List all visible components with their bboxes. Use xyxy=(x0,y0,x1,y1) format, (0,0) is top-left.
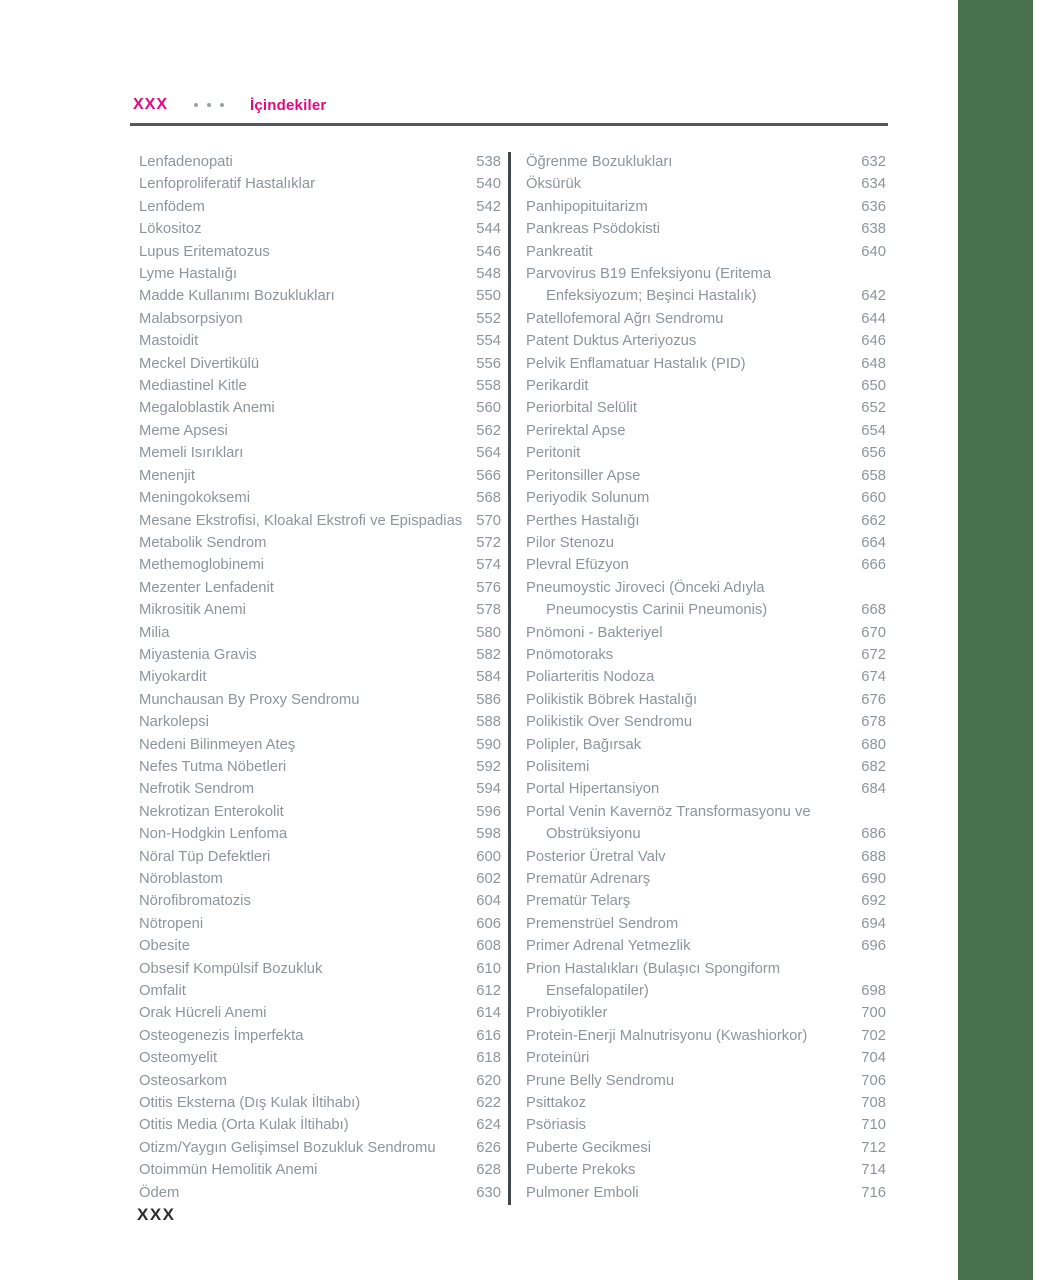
toc-entry-page-number: 554 xyxy=(476,333,501,350)
toc-entry-title: Orak Hücreli Anemi xyxy=(139,1005,267,1022)
toc-entry-title: Menenjit xyxy=(139,467,195,484)
toc-entry-page-number: 568 xyxy=(476,490,501,507)
toc-entry xyxy=(139,823,501,845)
toc-entry-page-number: 672 xyxy=(861,646,886,663)
toc-entry xyxy=(526,801,886,846)
toc-entry-title: Periorbital Selülit xyxy=(526,400,638,417)
toc-entry-page-number: 598 xyxy=(476,826,501,843)
toc-entry-title: Panhipopituitarizm xyxy=(526,198,648,215)
toc-entry-title: Prematür Adrenarş xyxy=(526,871,651,887)
toc-entry xyxy=(139,689,501,711)
toc-entry-page-number: 688 xyxy=(861,848,886,865)
toc-entry-page-number: 566 xyxy=(476,467,501,484)
toc-entry-page-number: 668 xyxy=(861,602,886,619)
toc-entry-title: Mesane Ekstrofisi, Kloakal Ekstrofi ve Epispadias xyxy=(139,512,463,529)
toc-entry xyxy=(526,711,886,733)
footer-page-number: XXX xyxy=(137,1205,176,1224)
toc-entry-page-number: 616 xyxy=(476,1027,501,1044)
toc-entry xyxy=(526,510,886,532)
toc-entry xyxy=(526,263,886,308)
toc-entry-page-number: 550 xyxy=(476,288,501,305)
toc-entry-page-number: 676 xyxy=(861,691,886,708)
toc-entry-page-number: 630 xyxy=(476,1184,501,1201)
toc-entry xyxy=(526,1114,886,1136)
toc-entry xyxy=(139,666,501,688)
toc-entry-title: Obsesif Kompülsif Bozukluk xyxy=(139,960,323,977)
toc-entry xyxy=(139,1114,501,1136)
toc-entry-title: Puberte Gecikmesi xyxy=(526,1139,652,1156)
toc-entry xyxy=(139,375,501,397)
toc-entry-page-number: 624 xyxy=(476,1117,501,1134)
toc-entry-title: Öksürük xyxy=(526,176,582,193)
toc-entry-title: Patellofemoral Ağrı Sendromu xyxy=(526,310,724,327)
toc-entry-title: Portal Hipertansiyon xyxy=(526,781,660,798)
toc-entry-page-number: 710 xyxy=(861,1117,886,1134)
toc-entry xyxy=(139,801,501,823)
toc-entry xyxy=(526,1092,886,1114)
toc-entry-title: Osteosarkom xyxy=(139,1072,227,1089)
toc-entry-page-number: 700 xyxy=(861,1005,886,1022)
toc-entry xyxy=(526,375,886,397)
toc-entry xyxy=(526,868,886,890)
toc-entry-page-number: 546 xyxy=(476,243,501,260)
toc-entry xyxy=(526,1182,886,1204)
toc-entry xyxy=(526,1159,886,1181)
toc-entry-title: Meningokoksemi xyxy=(139,490,251,507)
toc-entry-title: Perirektal Apse xyxy=(526,422,626,439)
toc-entry-title: Nörofibromatozis xyxy=(139,893,251,910)
toc-entry-title: Pnömoni - Bakteriyel xyxy=(526,624,663,641)
toc-entry-title-wrap: Ensefalopatiler) xyxy=(546,983,649,1000)
toc-entry xyxy=(526,756,886,778)
toc-entry-title: Polikistik Over Sendromu xyxy=(526,714,693,731)
toc-entry-title: Lenfödem xyxy=(139,198,205,215)
toc-entry xyxy=(526,173,886,195)
toc-entry-title: Otitis Media (Orta Kulak İltihabı) xyxy=(139,1117,349,1134)
toc-entry-title: Lenfadenopati xyxy=(139,154,233,170)
toc-entry xyxy=(139,308,501,330)
toc-entry-title: Non-Hodgkin Lenfoma xyxy=(139,826,288,843)
toc-entry-page-number: 570 xyxy=(476,512,501,529)
toc-entry-page-number: 686 xyxy=(861,826,886,843)
toc-entry-page-number: 678 xyxy=(861,714,886,731)
toc-entry-title: Osteomyelit xyxy=(139,1050,218,1067)
toc-entry-title: Otizm/Yaygın Gelişimsel Bozukluk Sendromu xyxy=(139,1139,436,1156)
toc-entry-title: Ödem xyxy=(139,1184,180,1201)
toc-entry xyxy=(139,599,501,621)
toc-entry xyxy=(139,711,501,733)
toc-entry-title: Puberte Prekoks xyxy=(526,1162,636,1179)
toc-entry-title: Otoimmün Hemolitik Anemi xyxy=(139,1162,318,1179)
toc-entry-page-number: 632 xyxy=(861,154,886,170)
header-page-number: XXX xyxy=(133,96,169,113)
toc-entry-title: Omfalit xyxy=(139,983,186,1000)
toc-entry-title: Osteogenezis İmperfekta xyxy=(139,1027,304,1044)
toc-entry xyxy=(139,846,501,868)
toc-entry-page-number: 592 xyxy=(476,758,501,775)
toc-entry-page-number: 602 xyxy=(476,871,501,887)
toc-entry-title: Pulmoner Emboli xyxy=(526,1184,639,1201)
toc-entry-page-number: 664 xyxy=(861,534,886,551)
toc-entry xyxy=(139,644,501,666)
toc-entry xyxy=(139,622,501,644)
toc-entry-page-number: 560 xyxy=(476,400,501,417)
toc-entry xyxy=(139,353,501,375)
toc-entry xyxy=(139,241,501,263)
toc-entry xyxy=(139,935,501,957)
toc-entry-title: Milia xyxy=(139,624,170,641)
toc-entry-page-number: 654 xyxy=(861,422,886,439)
toc-entry-page-number: 714 xyxy=(861,1162,886,1179)
toc-entry xyxy=(139,890,501,912)
toc-entry xyxy=(139,734,501,756)
toc-entry-title: Prematür Telarş xyxy=(526,893,631,910)
toc-entry xyxy=(139,330,501,352)
toc-entry xyxy=(139,420,501,442)
toc-entry-title-wrap: Pneumocystis Carinii Pneumonis) xyxy=(546,602,768,619)
toc-entry-title: Nekrotizan Enterokolit xyxy=(139,803,284,820)
toc-entry-page-number: 590 xyxy=(476,736,501,753)
toc-entry xyxy=(139,1159,501,1181)
toc-entry-page-number: 578 xyxy=(476,602,501,619)
toc-entry-page-number: 690 xyxy=(861,871,886,887)
toc-entry-title: Nöroblastom xyxy=(139,871,223,887)
toc-entry-title: Mikrositik Anemi xyxy=(139,602,246,619)
toc-entry-title: Psöriasis xyxy=(526,1117,587,1134)
toc-entry-title: Metabolik Sendrom xyxy=(139,534,267,551)
toc-entry xyxy=(526,397,886,419)
toc-entry-title: Narkolepsi xyxy=(139,714,209,731)
toc-entry-page-number: 538 xyxy=(476,154,501,170)
toc-entry-title: Öğrenme Bozuklukları xyxy=(526,154,673,170)
toc-entry-page-number: 544 xyxy=(476,221,501,238)
toc-entry-title: Perthes Hastalığı xyxy=(526,512,640,529)
toc-entry xyxy=(526,958,886,1003)
toc-entry-page-number: 596 xyxy=(476,803,501,820)
toc-entry-page-number: 612 xyxy=(476,983,501,1000)
toc-entry xyxy=(526,532,886,554)
toc-entry-page-number: 558 xyxy=(476,378,501,395)
toc-entry-page-number: 628 xyxy=(476,1162,501,1179)
toc-column-left xyxy=(139,151,501,1204)
toc-entry-page-number: 670 xyxy=(861,624,886,641)
toc-entry-title: Prune Belly Sendromu xyxy=(526,1072,675,1089)
toc-entry-title: Premenstrüel Sendrom xyxy=(526,915,679,932)
toc-entry-page-number: 580 xyxy=(476,624,501,641)
toc-entry xyxy=(526,622,886,644)
toc-entry xyxy=(526,308,886,330)
toc-entry-title: Pankreatit xyxy=(526,243,593,260)
toc-entry xyxy=(139,868,501,890)
toc-column-right xyxy=(526,151,886,1204)
toc-entry xyxy=(139,532,501,554)
toc-entry-title: Parvovirus B19 Enfeksiyonu (Eritema xyxy=(526,266,772,283)
toc-entry-page-number: 712 xyxy=(861,1139,886,1156)
toc-entry-title: Patent Duktus Arteriyozus xyxy=(526,333,697,350)
toc-entry xyxy=(526,241,886,263)
toc-entry-title: Polisitemi xyxy=(526,758,590,775)
toc-entry-page-number: 638 xyxy=(861,221,886,238)
toc-entry-title: Lupus Eritematozus xyxy=(139,243,270,260)
toc-entry-page-number: 646 xyxy=(861,333,886,350)
toc-entry xyxy=(139,1070,501,1092)
toc-entry-page-number: 610 xyxy=(476,960,501,977)
toc-entry xyxy=(139,397,501,419)
toc-entry xyxy=(526,935,886,957)
column-divider xyxy=(508,152,511,1205)
toc-entry xyxy=(526,151,886,173)
toc-entry-page-number: 606 xyxy=(476,915,501,932)
toc-entry-page-number: 702 xyxy=(861,1027,886,1044)
toc-entry-title: Periyodik Solunum xyxy=(526,490,650,507)
toc-entry xyxy=(139,465,501,487)
toc-entry-page-number: 552 xyxy=(476,310,501,327)
toc-entry xyxy=(526,913,886,935)
toc-entry-page-number: 650 xyxy=(861,378,886,395)
toc-entry xyxy=(526,218,886,240)
toc-entry xyxy=(526,1047,886,1069)
toc-entry-page-number: 618 xyxy=(476,1050,501,1067)
toc-entry xyxy=(526,1070,886,1092)
toc-entry-page-number: 652 xyxy=(861,400,886,417)
toc-entry-title: Posterior Üretral Valv xyxy=(526,848,666,865)
toc-entry-title: Nefes Tutma Nöbetleri xyxy=(139,758,287,775)
toc-entry xyxy=(139,778,501,800)
toc-entry xyxy=(139,1025,501,1047)
toc-entry-page-number: 648 xyxy=(861,355,886,372)
toc-entry-title: Megaloblastik Anemi xyxy=(139,400,275,417)
toc-entry xyxy=(139,980,501,1002)
toc-entry-title: Obesite xyxy=(139,938,190,955)
toc-entry-page-number: 634 xyxy=(861,176,886,193)
toc-entry xyxy=(139,196,501,218)
header-rule xyxy=(130,123,888,126)
toc-entry-page-number: 674 xyxy=(861,669,886,686)
toc-entry xyxy=(139,577,501,599)
toc-entry-title: Nötropeni xyxy=(139,915,204,932)
toc-entry-page-number: 640 xyxy=(861,243,886,260)
toc-entry xyxy=(139,442,501,464)
toc-entry xyxy=(526,420,886,442)
toc-entry xyxy=(139,151,501,173)
toc-entry-title: Protein-Enerji Malnutrisyonu (Kwashiorkor) xyxy=(526,1027,808,1044)
toc-entry-title: Pnömotoraks xyxy=(526,646,614,663)
book-edge-stripe xyxy=(958,0,1033,1280)
toc-entry xyxy=(139,218,501,240)
toc-entry xyxy=(526,666,886,688)
toc-entry-page-number: 694 xyxy=(861,915,886,932)
toc-entry xyxy=(526,1137,886,1159)
toc-entry-page-number: 658 xyxy=(861,467,886,484)
toc-entry xyxy=(139,554,501,576)
toc-entry-page-number: 660 xyxy=(861,490,886,507)
toc-entry xyxy=(139,1002,501,1024)
toc-entry-page-number: 548 xyxy=(476,266,501,283)
toc-entry-page-number: 584 xyxy=(476,669,501,686)
toc-entry xyxy=(526,487,886,509)
toc-entry-title: Plevral Efüzyon xyxy=(526,557,629,574)
toc-entry xyxy=(526,846,886,868)
toc-entry-title: Munchausan By Proxy Sendromu xyxy=(139,691,360,708)
toc-entry xyxy=(526,442,886,464)
toc-entry-page-number: 572 xyxy=(476,534,501,551)
toc-entry-title: Pankreas Psödokisti xyxy=(526,221,661,238)
toc-entry-title: Pelvik Enflamatuar Hastalık (PID) xyxy=(526,355,746,372)
toc-entry xyxy=(139,1137,501,1159)
toc-entry-title: Probiyotikler xyxy=(526,1005,608,1022)
toc-entry-title: Prion Hastalıkları (Bulaşıcı Spongiform xyxy=(526,960,781,977)
toc-entry-page-number: 582 xyxy=(476,646,501,663)
toc-entry xyxy=(526,644,886,666)
page-header xyxy=(133,94,326,116)
toc-entry xyxy=(526,577,886,622)
toc-entry-title: Poliarteritis Nodoza xyxy=(526,669,655,686)
toc-entry-title: Lenfoproliferatif Hastalıklar xyxy=(139,176,316,193)
toc-entry xyxy=(139,1047,501,1069)
toc-entry xyxy=(526,890,886,912)
toc-entry-title: Lyme Hastalığı xyxy=(139,266,238,283)
toc-entry-title: Nefrotik Sendrom xyxy=(139,781,255,798)
toc-entry-title: Meme Apsesi xyxy=(139,422,228,439)
toc-entry xyxy=(139,913,501,935)
toc-entry-page-number: 704 xyxy=(861,1050,886,1067)
toc-entry xyxy=(139,173,501,195)
toc-entry-page-number: 626 xyxy=(476,1139,501,1156)
toc-entry-title: Polikistik Böbrek Hastalığı xyxy=(526,691,698,708)
toc-entry-page-number: 562 xyxy=(476,422,501,439)
toc-entry-page-number: 540 xyxy=(476,176,501,193)
toc-entry xyxy=(139,487,501,509)
toc-entry-title: Methemoglobinemi xyxy=(139,557,265,574)
toc-entry-title: Nöral Tüp Defektleri xyxy=(139,848,271,865)
toc-entry-page-number: 556 xyxy=(476,355,501,372)
toc-entry-title: Meckel Divertikülü xyxy=(139,355,260,372)
toc-entry-title: Mastoidit xyxy=(139,333,199,350)
toc-entry-page-number: 644 xyxy=(861,310,886,327)
toc-entry-title: Lökositoz xyxy=(139,221,202,238)
toc-entry xyxy=(526,734,886,756)
toc-entry-page-number: 680 xyxy=(861,736,886,753)
toc-entry-page-number: 620 xyxy=(476,1072,501,1089)
toc-entry xyxy=(526,1025,886,1047)
toc-entry xyxy=(139,285,501,307)
toc-entry-page-number: 614 xyxy=(476,1005,501,1022)
toc-entry-title: Miyastenia Gravis xyxy=(139,646,257,663)
toc-entry-title: Pneumoystic Jiroveci (Önceki Adıyla xyxy=(526,579,765,596)
toc-entry-page-number: 604 xyxy=(476,893,501,910)
page-title: İçindekiler xyxy=(250,96,327,114)
toc-entry-page-number: 586 xyxy=(476,691,501,708)
toc-entry-title: Mezenter Lenfadenit xyxy=(139,579,274,596)
toc-entry-title: Psittakoz xyxy=(526,1095,587,1112)
toc-entry xyxy=(139,756,501,778)
toc-entry xyxy=(526,353,886,375)
toc-entry-page-number: 692 xyxy=(861,893,886,910)
toc-entry xyxy=(139,510,501,532)
toc-entry-title: Peritonit xyxy=(526,445,581,462)
toc-entry-page-number: 608 xyxy=(476,938,501,955)
toc-entry xyxy=(526,778,886,800)
toc-entry-page-number: 576 xyxy=(476,579,501,596)
toc-entry-title: Malabsorpsiyon xyxy=(139,310,243,327)
toc-entry-page-number: 564 xyxy=(476,445,501,462)
toc-entry xyxy=(526,689,886,711)
toc-entry xyxy=(526,465,886,487)
toc-entry-title: Primer Adrenal Yetmezlik xyxy=(526,938,691,955)
toc-entry-page-number: 574 xyxy=(476,557,501,574)
toc-entry xyxy=(139,1092,501,1114)
toc-entry-title: Polipler, Bağırsak xyxy=(526,736,642,753)
toc-entry-page-number: 594 xyxy=(476,781,501,798)
toc-entry-page-number: 682 xyxy=(861,758,886,775)
toc-entry-page-number: 716 xyxy=(861,1184,886,1201)
toc-entry-title: Madde Kullanımı Bozuklukları xyxy=(139,288,335,305)
ellipsis-dots-icon xyxy=(194,103,224,107)
toc-entry xyxy=(526,554,886,576)
toc-entry xyxy=(139,263,501,285)
toc-entry-title: Proteinüri xyxy=(526,1050,590,1067)
toc-entry xyxy=(526,1002,886,1024)
toc-entry-page-number: 662 xyxy=(861,512,886,529)
toc-entry-title: Pilor Stenozu xyxy=(526,534,615,551)
toc-entry-page-number: 622 xyxy=(476,1095,501,1112)
toc-entry-page-number: 636 xyxy=(861,198,886,215)
toc-entry-page-number: 642 xyxy=(861,288,886,305)
toc-entry-title: Miyokardit xyxy=(139,669,207,686)
toc-entry-title: Otitis Eksterna (Dış Kulak İltihabı) xyxy=(139,1095,361,1112)
toc-entry xyxy=(526,196,886,218)
toc-entry-title: Portal Venin Kavernöz Transformasyonu ve xyxy=(526,803,811,820)
toc-entry-title-wrap: Obstrüksiyonu xyxy=(546,826,641,843)
toc-entry-page-number: 698 xyxy=(861,983,886,1000)
toc-entry-page-number: 706 xyxy=(861,1072,886,1089)
toc-entry-title: Perikardit xyxy=(526,378,589,395)
toc-entry xyxy=(526,330,886,352)
toc-entry xyxy=(139,958,501,980)
toc-entry-title-wrap: Enfeksiyozum; Beşinci Hastalık) xyxy=(546,288,757,305)
toc-entry-page-number: 600 xyxy=(476,848,501,865)
toc-entry-page-number: 708 xyxy=(861,1095,886,1112)
toc-entry-page-number: 542 xyxy=(476,198,501,215)
toc-entry-page-number: 684 xyxy=(861,781,886,798)
toc-entry-page-number: 588 xyxy=(476,714,501,731)
toc-entry xyxy=(139,1182,501,1204)
toc-entry-title: Memeli Isırıkları xyxy=(139,445,244,462)
toc-entry-page-number: 656 xyxy=(861,445,886,462)
toc-entry-page-number: 696 xyxy=(861,938,886,955)
toc-entry-title: Nedeni Bilinmeyen Ateş xyxy=(139,736,296,753)
toc-entry-page-number: 666 xyxy=(861,557,886,574)
toc-entry-title: Mediastinel Kitle xyxy=(139,378,247,395)
toc-entry-title: Peritonsiller Apse xyxy=(526,467,641,484)
